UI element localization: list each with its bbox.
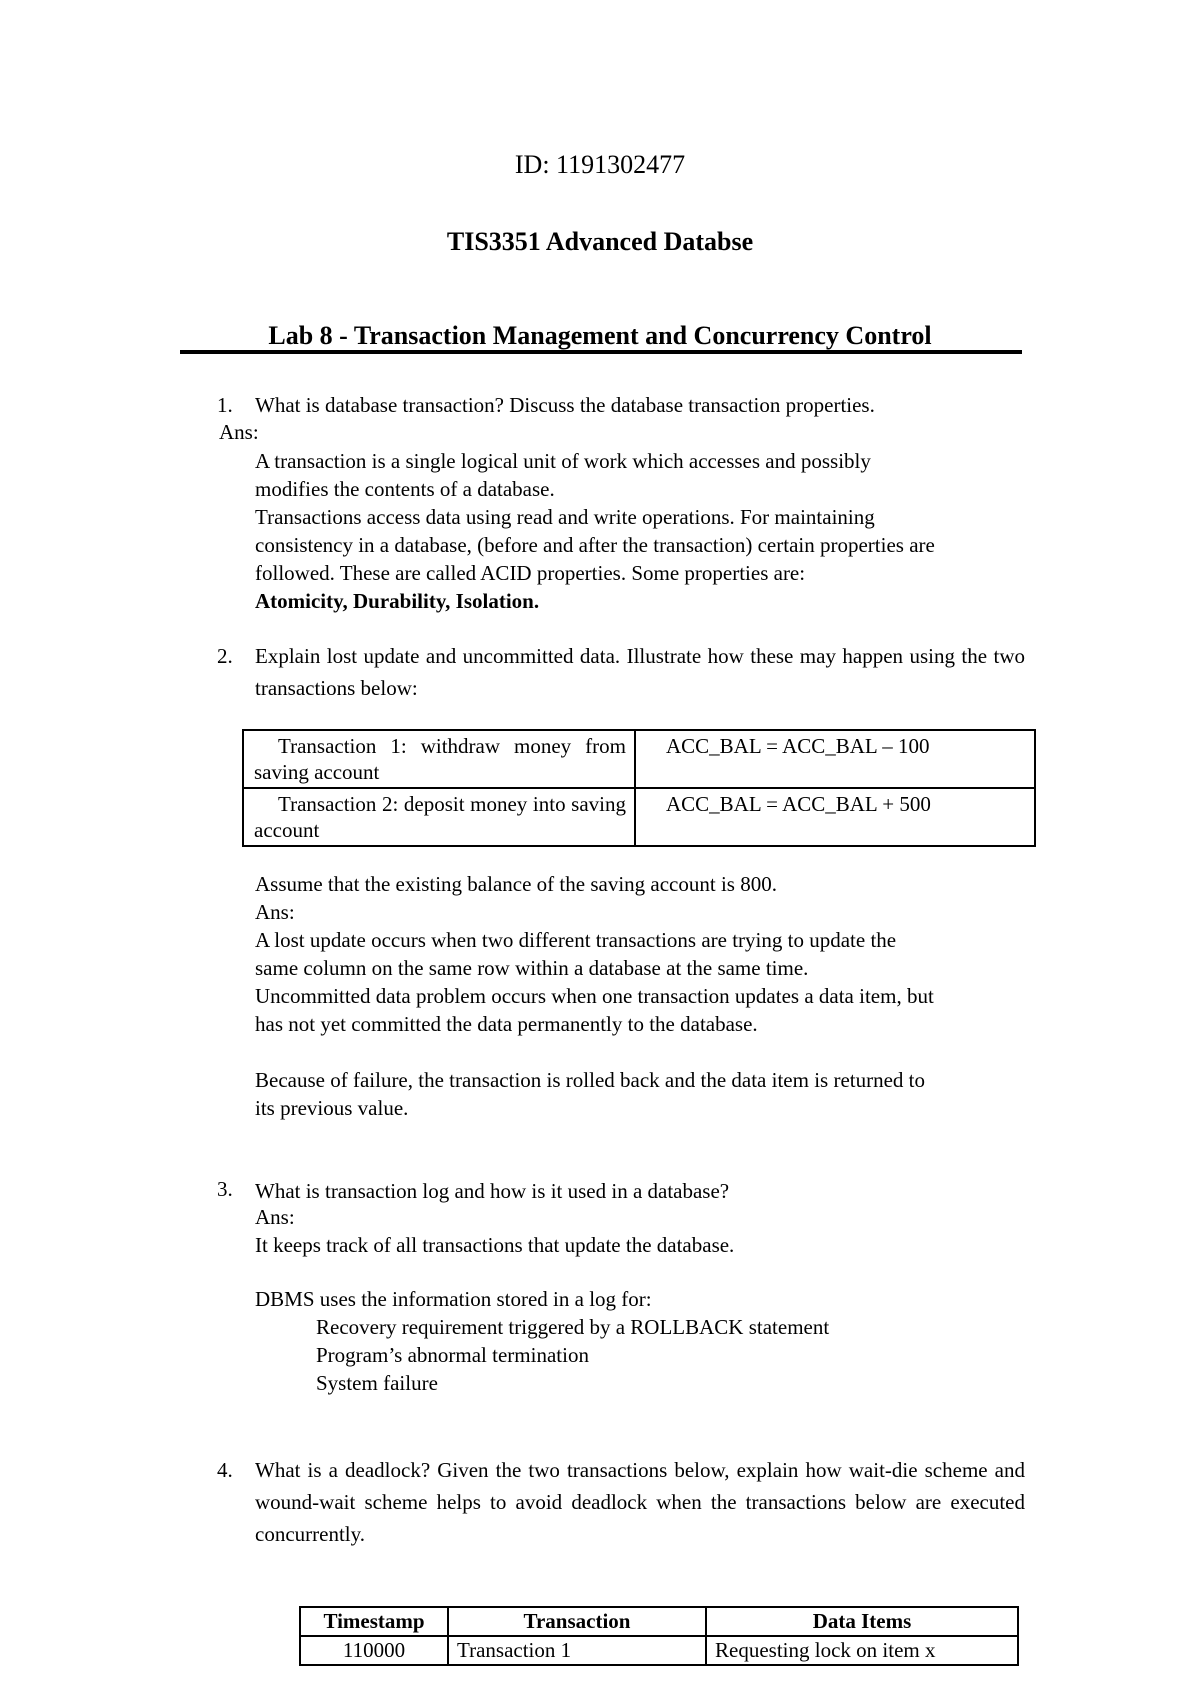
deadlock-table [299,1606,1019,1666]
answer-line: Because of failure, the transaction is rolled back and the data item is returned to [255,1068,926,1092]
answer-line: followed. These are called ACID properties. Some properties are: [255,561,806,585]
answer-label: Ans: [255,900,295,924]
transaction-operation: ACC_BAL = ACC_BAL – 100 [635,730,1035,788]
answer-line: A transaction is a single logical unit of work which accesses and possibly [255,449,871,473]
answer-line: It keeps track of all transactions that update the database. [255,1233,735,1257]
list-item: Program’s abnormal termination [316,1343,589,1367]
table-header-row [300,1607,1018,1636]
question-number: 4. [217,1458,233,1482]
transaction-cell: Transaction 1 [448,1636,706,1665]
answer-block-2 [255,1066,1045,1122]
log-uses-list [316,1313,829,1397]
answer-line: has not yet committed the data permanently to the database. [255,1012,758,1036]
answer-block [255,1203,1045,1259]
question-text: What is transaction log and how is it used in a database? [255,1179,730,1203]
question-number: 1. [217,393,233,417]
lab-title: Lab 8 - Transaction Management and Concurrency Control [268,321,932,350]
list-item: Recovery requirement triggered by a ROLLBACK statement [316,1315,830,1339]
transaction-operation: ACC_BAL = ACC_BAL + 500 [635,788,1035,846]
answer-line: modifies the contents of a database. [255,477,555,501]
table-row [300,1636,1018,1665]
answer-block [255,870,1045,1038]
answer-line: consistency in a database, (before and after the transaction) certain properties are [255,533,935,557]
answer-line: A lost update occurs when two different transactions are trying to update the [255,928,897,952]
title-underline [180,350,1022,354]
answer-line: DBMS uses the information stored in a log for: [255,1287,652,1311]
question-text: What is database transaction? Discuss the database transaction properties. [255,393,875,417]
course-title: TIS3351 Advanced Databse [446,227,754,256]
answer-line: its previous value. [255,1096,409,1120]
answer-line: same column on the same row within a database at the same time. [255,956,809,980]
column-header: Transaction [448,1607,706,1636]
data-items-cell: Requesting lock on item x [706,1636,1018,1665]
acid-properties: Atomicity, Durability, Isolation. [255,589,540,613]
answer-block [255,447,1045,615]
column-header: Timestamp [300,1607,448,1636]
question-text: What is a deadlock? Given the two transactions below, explain how wait-die scheme and wound-wait scheme helps to avoid deadlock when the transactions below are executed concurrently. [255,1458,1025,1546]
student-id: ID: 1191302477 [514,150,686,179]
answer-label: Ans: [255,1205,295,1229]
list-item: System failure [316,1371,438,1395]
answer-line: Uncommitted data problem occurs when one transaction updates a data item, but [255,984,934,1008]
transaction-description: Transaction 2: deposit money into saving account [243,788,635,846]
timestamp-cell: 110000 [300,1636,448,1665]
question-text: Explain lost update and uncommitted data. Illustrate how these may happen using the two transactions below: [255,644,1025,700]
table-row [243,730,1035,788]
assumption-text: Assume that the existing balance of the saving account is 800. [255,872,777,896]
transactions-table [242,729,1036,847]
column-header: Data Items [706,1607,1018,1636]
answer-label: Ans: [219,420,259,444]
log-uses-intro [255,1285,1045,1313]
answer-line: Transactions access data using read and write operations. For maintaining [255,505,875,529]
transaction-description: Transaction 1: withdraw money from saving account [243,730,635,788]
question-number: 3. [217,1177,233,1201]
table-row [243,788,1035,846]
question-number: 2. [217,644,233,668]
